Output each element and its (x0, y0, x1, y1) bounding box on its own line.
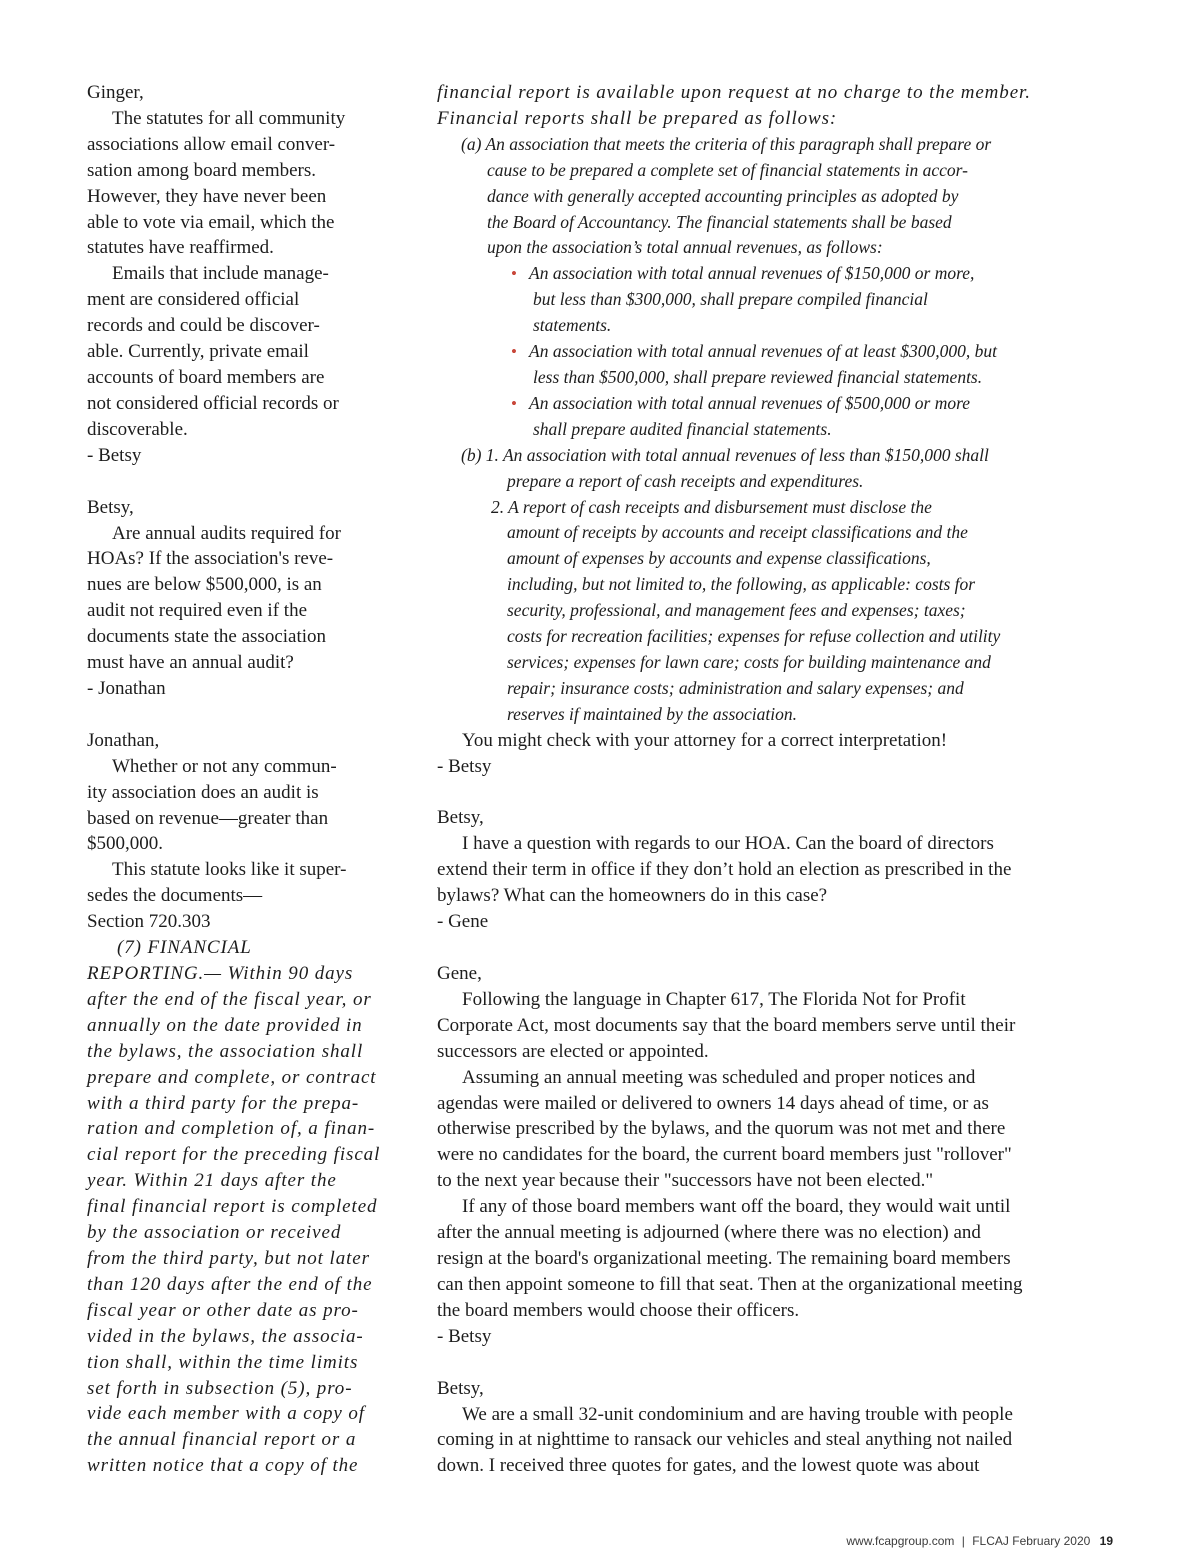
text-line: to the next year because their "successors have not been elected." (437, 1170, 934, 1192)
bullet-item (437, 339, 1097, 391)
text-line: costs for recreation facilities; expenses for refuse collection and utility (507, 626, 1001, 647)
text-line: resign at the board's organizational meeting. The remaining board members (437, 1247, 1011, 1269)
text-line: dance with generally accepted accounting principles as adopted by (487, 185, 959, 206)
text-line (437, 391, 1097, 417)
paragraph (437, 987, 1097, 1065)
text-line: security, professional, and management fees and expenses; taxes; (507, 600, 966, 621)
left-column (87, 80, 381, 1479)
text-line: extend their term in office if they don’t hold an election as prescribed in the (437, 859, 1012, 881)
spacer (437, 779, 1097, 805)
text-line: including, but not limited to, the following, as applicable: costs for (507, 574, 976, 595)
greeting: Betsy, (437, 807, 484, 829)
text-line: If any of those board members want off the board, they would wait until (462, 1196, 1011, 1218)
text-line: written notice that a copy of the (87, 1455, 359, 1477)
footer-separator: | (961, 1534, 965, 1548)
greeting: Jonathan, (87, 729, 160, 751)
text-line: $500,000. (87, 833, 163, 855)
statute-item-b1 (437, 443, 1097, 495)
statute-item-a (437, 132, 1097, 262)
text-line: Whether or not any commun- (112, 755, 337, 777)
text-line: Section 720.303 (87, 911, 211, 933)
text-line: successors are elected or appointed. (437, 1040, 709, 1062)
text-line: However, they have never been (87, 185, 327, 207)
bullet-item (437, 391, 1097, 443)
greeting: Betsy, (437, 1377, 484, 1399)
signoff: - Jonathan (87, 677, 166, 699)
paragraph (437, 1402, 1097, 1480)
text-line: Assuming an annual meeting was scheduled and proper notices and (462, 1066, 976, 1088)
signoff: - Betsy (437, 1325, 492, 1347)
text-line: than 120 days after the end of the (87, 1273, 373, 1295)
text-line: records and could be discover- (87, 315, 320, 337)
text-line: audit not required even if the (87, 600, 308, 622)
text-line: statutes have reaffirmed. (87, 237, 274, 259)
text-line: (b) 1. An association with total annual revenues of less than $150,000 shall (461, 444, 989, 465)
text-line: the Board of Accountancy. The financial statements shall be based (487, 211, 952, 232)
text-line: annually on the date provided in (87, 1014, 363, 1036)
bullet-icon: • (511, 342, 517, 362)
text-line: coming in at nighttime to ransack our vehicles and steal anything not nailed (437, 1429, 1013, 1451)
text-line: The statutes for all community (112, 107, 346, 129)
signoff: - Betsy (437, 755, 492, 777)
text-line: tion shall, within the time limits (87, 1351, 359, 1373)
text-line: but less than $300,000, shall prepare compiled financial (533, 289, 928, 310)
paragraph (87, 521, 377, 676)
text-line: year. Within 21 days after the (87, 1170, 337, 1192)
text-line: cial report for the preceding fiscal (87, 1144, 381, 1166)
statute-continuation (437, 80, 1097, 132)
text-line: shall prepare audited financial statements. (533, 418, 832, 439)
statute-quote (87, 935, 381, 1479)
text-line: accounts of board members are (87, 366, 325, 388)
text-line: associations allow email conver- (87, 133, 336, 155)
text-line: I have a question with regards to our HOA. Can the board of directors (462, 833, 994, 855)
text-line: REPORTING.— Within 90 days (87, 963, 354, 984)
text-line: (a) An association that meets the criteria of this paragraph shall prepare or (461, 133, 992, 154)
text-line: prepare a report of cash receipts and expenditures. (507, 470, 864, 491)
text-line: after the end of the fiscal year, or (87, 988, 372, 1010)
text-line: financial report is available upon request at no charge to the member. (437, 82, 1031, 103)
text-line: ity association does an audit is (87, 781, 319, 803)
paragraph (87, 754, 377, 858)
footer-publication: FLCAJ (972, 1534, 1009, 1548)
text-line: the bylaws, the association shall (87, 1040, 364, 1062)
text-line: ration and completion of, a finan- (87, 1118, 376, 1140)
text-line: agendas were mailed or delivered to owners 14 days ahead of time, or as (437, 1092, 989, 1114)
closing-line: You might check with your attorney for a correct interpretation! (462, 729, 948, 751)
text-line (437, 261, 1097, 287)
page-number: 19 (1099, 1534, 1113, 1548)
greeting: Gene, (437, 963, 482, 984)
right-column (437, 80, 1097, 1479)
paragraph (437, 831, 1097, 909)
greeting: Betsy, (87, 496, 134, 518)
spacer (437, 1350, 1097, 1376)
text-line: prepare and complete, or contract (87, 1066, 377, 1088)
text-line: ment are considered official (87, 289, 300, 311)
text-line: upon the association’s total annual revenues, as follows: (487, 237, 883, 258)
text-line: able to vote via email, which the (87, 211, 335, 233)
bullet-text: An association with total annual revenues of at least $300,000, but (529, 341, 997, 362)
bullet-item (437, 261, 1097, 339)
bullet-list (437, 261, 1097, 442)
text-line: from the third party, but not later (87, 1247, 370, 1269)
paragraph (87, 857, 377, 935)
text-line (437, 339, 1097, 365)
paragraph (87, 261, 377, 442)
text-line: services; expenses for lawn care; costs for building maintenance and (507, 651, 991, 672)
text-line: documents state the association (87, 626, 327, 648)
text-line: repair; insurance costs; administration and salary expenses; and (507, 677, 964, 698)
text-line: We are a small 32-unit condominium and are having trouble with people (462, 1403, 1013, 1425)
text-line: Corporate Act, most documents say that the board members serve until their (437, 1014, 1016, 1036)
text-line: bylaws? What can the homeowners do in this case? (437, 885, 828, 907)
paragraph (437, 1194, 1097, 1324)
text-line: amount of receipts by accounts and receipt classifications and the (507, 522, 968, 543)
text-line: not considered official records or (87, 392, 339, 414)
text-line: Are annual audits required for (112, 522, 341, 544)
footer-website: www.fcapgroup.com (846, 1534, 955, 1548)
paragraph (437, 1065, 1097, 1195)
text-line: sation among board members. (87, 159, 317, 181)
text-line: vide each member with a copy of (87, 1403, 365, 1425)
text-line: were no candidates for the board, the current board members just "rollover" (437, 1144, 1012, 1166)
text-line: less than $500,000, shall prepare reviewed financial statements. (533, 366, 983, 387)
text-line: Emails that include manage- (112, 263, 329, 285)
text-line: the board members would choose their officers. (437, 1299, 800, 1321)
text-line: with a third party for the prepa- (87, 1092, 360, 1114)
text-line: nues are below $500,000, is an (87, 574, 322, 596)
page-footer (846, 1534, 1113, 1548)
spacer (87, 469, 377, 495)
statute-item-b2 (437, 495, 1097, 728)
text-line: reserves if maintained by the association. (507, 703, 797, 724)
signoff: - Betsy (87, 444, 142, 466)
text-line: the annual financial report or a (87, 1429, 357, 1451)
signoff: - Gene (437, 911, 489, 933)
text-line: down. I received three quotes for gates, and the lowest quote was about (437, 1455, 980, 1477)
text-line: cause to be prepared a complete set of financial statements in accor- (487, 159, 968, 180)
text-line: able. Currently, private email (87, 341, 309, 363)
text-line: sedes the documents— (87, 885, 263, 907)
text-line: 2. A report of cash receipts and disbursement must disclose the (491, 496, 932, 517)
spacer (437, 935, 1097, 961)
spacer (87, 702, 377, 728)
bullet-icon: • (511, 264, 517, 284)
text-line: discoverable. (87, 418, 188, 440)
text-line: (7) FINANCIAL (117, 937, 252, 959)
paragraph (87, 106, 377, 261)
text-line: otherwise prescribed by the bylaws, and the quorum was not met and there (437, 1118, 1006, 1140)
text-line: This statute looks like it super- (112, 859, 347, 881)
bullet-text: An association with total annual revenues of $150,000 or more, (529, 263, 975, 284)
text-line: Financial reports shall be prepared as follows: (437, 107, 838, 129)
footer-issue: February 2020 (1012, 1534, 1091, 1548)
text-line: set forth in subsection (5), pro- (87, 1377, 353, 1399)
text-line: must have an annual audit? (87, 652, 294, 674)
bullet-icon: • (511, 393, 517, 413)
text-line: by the association or received (87, 1222, 342, 1244)
text-line: vided in the bylaws, the associa- (87, 1325, 364, 1347)
text-line: final financial report is completed (87, 1196, 378, 1218)
text-line: based on revenue—greater than (87, 807, 329, 829)
text-line: can then appoint someone to fill that seat. Then at the organizational meeting (437, 1273, 1023, 1295)
text-line: statements. (533, 315, 612, 336)
text-line: amount of expenses by accounts and expense classifications, (507, 548, 931, 569)
text-line: after the annual meeting is adjourned (where there was no election) and (437, 1222, 981, 1244)
text-line: Following the language in Chapter 617, The Florida Not for Profit (462, 988, 966, 1010)
text-line: HOAs? If the association's reve- (87, 548, 334, 570)
greeting: Ginger, (87, 82, 144, 103)
text-line: fiscal year or other date as pro- (87, 1299, 359, 1321)
bullet-text: An association with total annual revenues of $500,000 or more (529, 392, 971, 413)
